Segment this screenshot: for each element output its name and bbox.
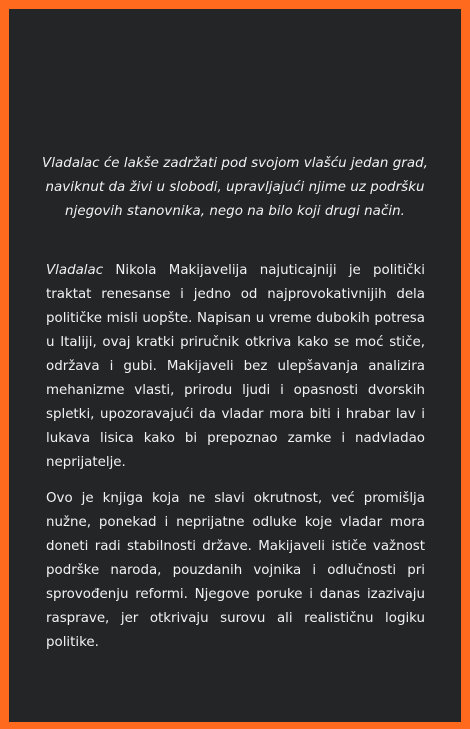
- blurb-paragraph-2: [46, 487, 425, 655]
- quote-line-3: njegovih stanovnika, nego na bilo koji drugi način.: [65, 204, 405, 219]
- quote-line-1: Vladalac će lakše zadržati pod svojom vlašću jedan grad,: [42, 156, 428, 171]
- back-cover-panel: [9, 9, 461, 722]
- paragraph-2-text: Ovo je knjiga koja ne slavi okrutnost, već promišlja nužne, ponekad i neprijatne odluke koje vladar mora doneti radi stabilnosti države. Makijaveli ističe važnost podrške naroda, pouzdanih vojnika i odlučnosti pri sprovođenju reformi. Njegove poruke i danas izazivaju rasprave, jer otkrivaju surovu ali realističnu logiku politike.: [46, 491, 425, 650]
- book-title-italic: Vladalac: [46, 263, 104, 278]
- paragraph-1-text: Nikola Makijavelija najuticajniji je politički traktat renesanse i jedno od najprovokativnijih dela političke misli uopšte. Napisan u vreme dubokih potresa u Italiji, ovaj kratki priručnik otkriva kako se moć stiče, održava i gubi. Makijaveli bez ulepšavanja analizira mehanizme vlasti, prirodu ljudi i opasnosti dvorskih spletki, upozoravajući da vladar mora biti i hrabar lav i lukava lisica kako bi prepoznao zamke i nadvladao neprijatelje.: [46, 263, 425, 470]
- blurb-body: [46, 259, 425, 667]
- pull-quote: [9, 152, 461, 224]
- blurb-paragraph-1: [46, 259, 425, 475]
- quote-line-2: naviknut da živi u slobodi, upravljajući njime uz podršku: [45, 180, 425, 195]
